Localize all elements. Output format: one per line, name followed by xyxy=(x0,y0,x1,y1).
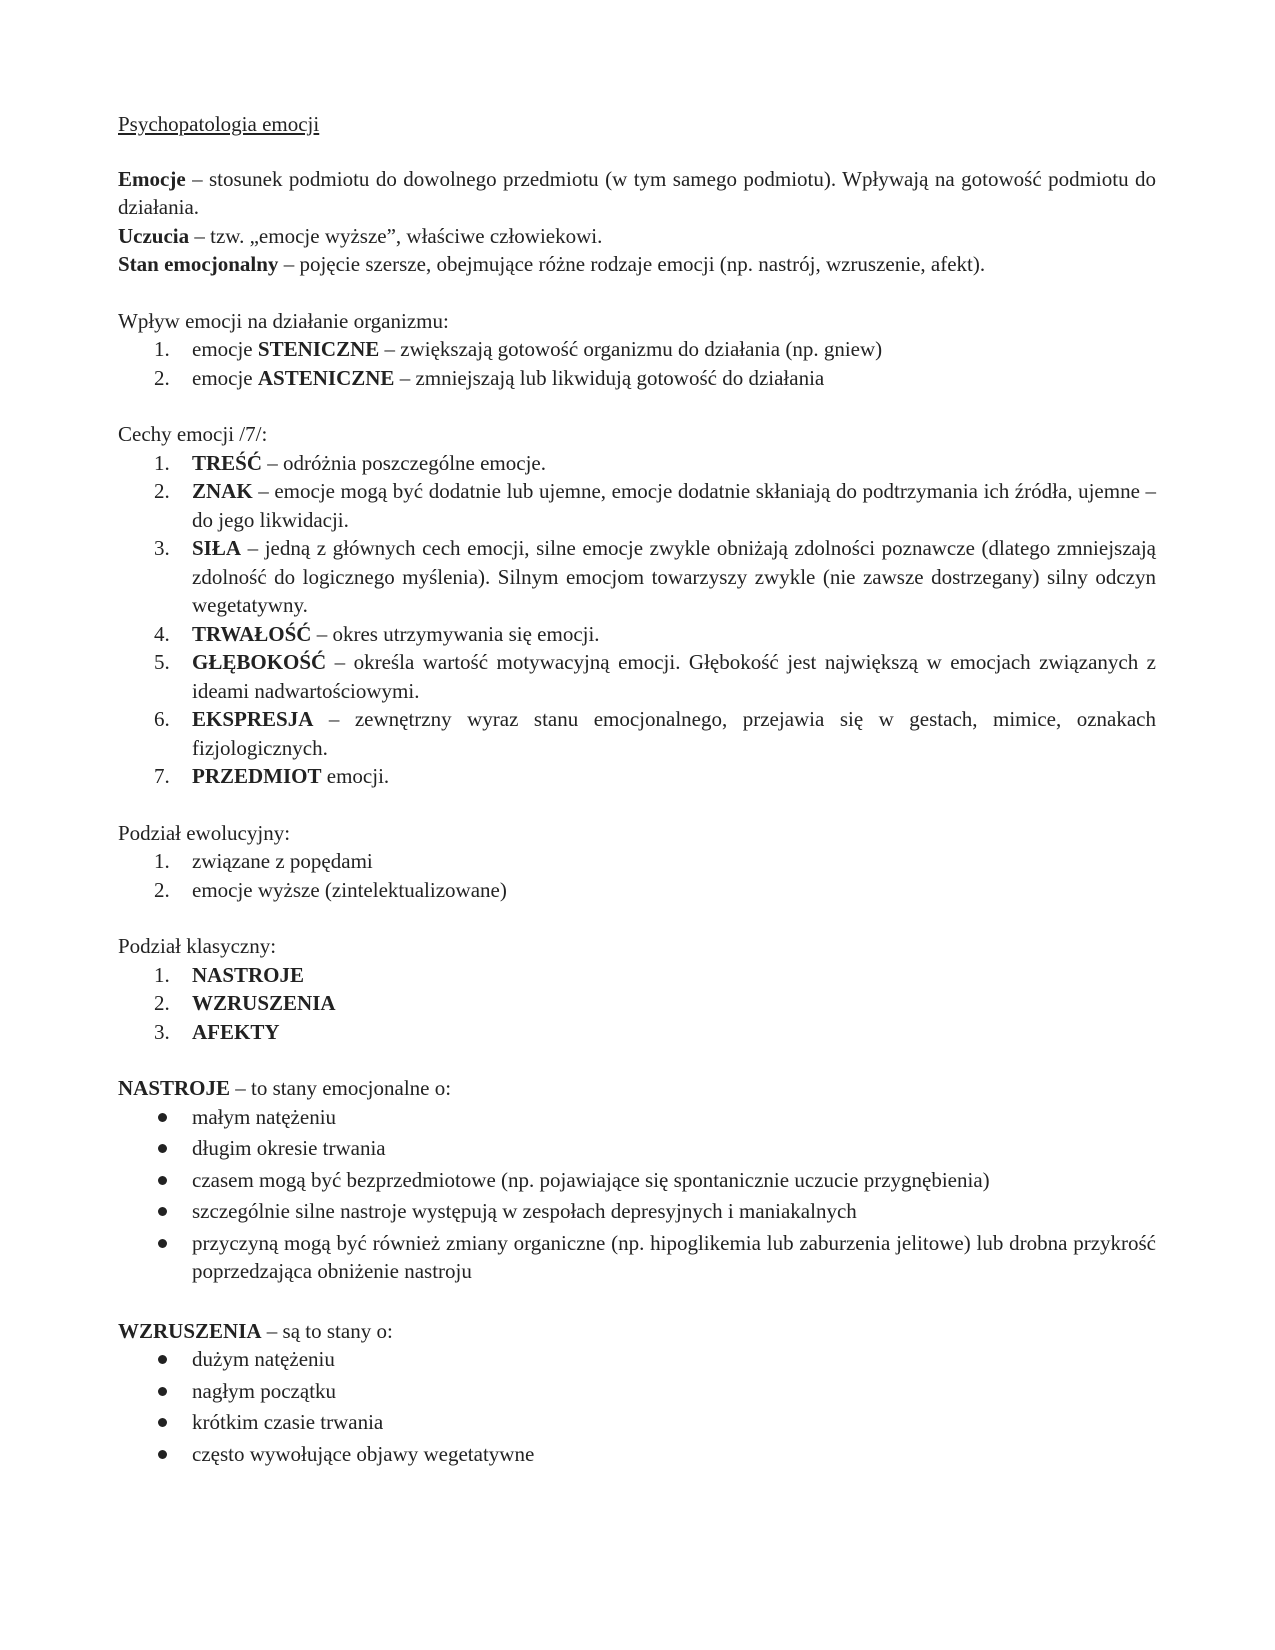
definition-stan xyxy=(118,250,1156,279)
list-item xyxy=(118,1229,1156,1286)
list-number: 2. xyxy=(154,365,170,390)
list-number: 6. xyxy=(154,707,170,731)
item-text: – zmniejszają lub likwidują gotowość do działania xyxy=(394,365,825,390)
emotions-heading xyxy=(118,1317,1156,1346)
list-item xyxy=(118,648,1156,705)
influence-list xyxy=(118,335,1156,392)
document-page xyxy=(118,110,1156,1471)
item-term: GŁĘBOKOŚĆ xyxy=(192,650,327,674)
item-term: WZRUSZENIA xyxy=(118,1318,262,1343)
list-number: 3. xyxy=(154,536,170,560)
item-text: długim okresie trwania xyxy=(192,1136,386,1160)
item-text: dużym natężeniu xyxy=(192,1347,335,1371)
item-text: związane z popędami xyxy=(192,849,373,873)
features-heading: Cechy emocji /7/: xyxy=(118,422,268,446)
definition-emocje xyxy=(118,165,1156,222)
list-number: 7. xyxy=(154,764,170,788)
item-text: emocje wyższe (zintelektualizowane) xyxy=(192,877,507,902)
list-number: 1. xyxy=(154,337,170,361)
list-number: 4. xyxy=(154,621,170,646)
definition-uczucia xyxy=(118,222,1156,251)
list-item xyxy=(118,847,1156,876)
list-item xyxy=(118,1134,1156,1163)
moods-list xyxy=(118,1103,1156,1286)
list-item xyxy=(118,1018,1156,1047)
list-item xyxy=(118,534,1156,620)
evolutionary-heading: Podział ewolucyjny: xyxy=(118,820,291,845)
item-term: STENICZNE xyxy=(257,337,380,361)
list-item xyxy=(118,1345,1156,1374)
item-term: TREŚĆ xyxy=(192,450,263,475)
item-text: – to stany emocjonalne o: xyxy=(230,1076,452,1100)
moods-heading xyxy=(118,1074,1156,1103)
bullet-icon xyxy=(158,1450,167,1459)
definition-text: – stosunek podmiotu do dowolnego przedmiotu (w tym samego podmiotu). Wpływają na gotowość podmiotu do działania. xyxy=(118,166,1156,219)
item-text: nagłym początku xyxy=(192,1378,337,1403)
item-prefix: emocje xyxy=(192,337,258,361)
bullet-icon xyxy=(158,1387,167,1396)
item-term: EKSPRESJA xyxy=(192,707,314,731)
list-item xyxy=(118,335,1156,364)
bullet-icon xyxy=(158,1176,167,1185)
item-term: SIŁA xyxy=(192,536,242,560)
item-text: często wywołujące objawy wegetatywne xyxy=(192,1441,535,1466)
list-item xyxy=(118,961,1156,990)
list-number: 3. xyxy=(154,1019,170,1044)
item-text: krótkim czasie trwania xyxy=(192,1410,384,1434)
term-uczucia: Uczucia xyxy=(118,223,190,248)
item-text: – okres utrzymywania się emocji. xyxy=(311,621,600,646)
list-item xyxy=(118,477,1156,534)
item-text: przyczyną mogą być również zmiany organiczne (np. hipoglikemia lub zaburzenia jelitowe) lub drobna przykrość poprzedzająca obniżenie nastroju xyxy=(192,1230,1156,1283)
bullet-icon xyxy=(158,1355,167,1364)
definition-text: – tzw. „emocje wyższe”, właściwe człowiekowi. xyxy=(189,223,603,248)
bullet-icon xyxy=(158,1418,167,1427)
item-term: NASTROJE xyxy=(192,962,305,987)
list-item xyxy=(118,1440,1156,1469)
item-text: – odróżnia poszczególne emocje. xyxy=(262,450,546,475)
features-list xyxy=(118,449,1156,791)
item-text: – zewnętrzny wyraz stanu emocjonalnego, przejawia się w gestach, mimice, oznakach fizjologicznych. xyxy=(192,707,1156,760)
item-text: – zwiększają gotowość organizmu do działania (np. gniew) xyxy=(379,337,883,361)
evolutionary-list xyxy=(118,847,1156,904)
list-item xyxy=(118,620,1156,649)
list-number: 2. xyxy=(154,991,170,1015)
list-number: 2. xyxy=(154,479,170,503)
list-item xyxy=(118,762,1156,791)
list-number: 1. xyxy=(154,450,170,475)
list-item xyxy=(118,449,1156,478)
classic-heading: Podział klasyczny: xyxy=(118,934,277,958)
list-number: 1. xyxy=(154,849,170,873)
bullet-icon xyxy=(158,1207,167,1216)
list-item xyxy=(118,1197,1156,1226)
item-term: NASTROJE xyxy=(118,1076,231,1100)
item-text: małym natężeniu xyxy=(192,1104,337,1129)
classic-list xyxy=(118,961,1156,1047)
item-text: emocji. xyxy=(321,764,390,788)
bullet-icon xyxy=(158,1144,167,1153)
item-term: TRWAŁOŚĆ xyxy=(192,621,312,646)
list-item xyxy=(118,1103,1156,1132)
item-text: – emocje mogą być dodatnie lub ujemne, emocje dodatnie skłaniają do podtrzymania ich źródła, ujemne – do jego likwidacji. xyxy=(192,479,1156,532)
item-term: AFEKTY xyxy=(192,1019,280,1044)
bullet-icon xyxy=(158,1239,167,1248)
list-item xyxy=(118,1408,1156,1437)
list-number: 5. xyxy=(154,650,170,674)
list-item xyxy=(118,1377,1156,1406)
item-term: ZNAK xyxy=(192,479,253,503)
definition-text: – pojęcie szersze, obejmujące różne rodzaje emocji (np. nastrój, wzruszenie, afekt). xyxy=(278,252,986,276)
item-term: WZRUSZENIA xyxy=(192,991,336,1015)
item-prefix: emocje xyxy=(192,365,258,390)
list-item xyxy=(118,989,1156,1018)
item-text: – są to stany o: xyxy=(261,1318,393,1343)
item-text: szczególnie silne nastroje występują w zespołach depresyjnych i maniakalnych xyxy=(192,1199,857,1223)
influence-heading: Wpływ emocji na działanie organizmu: xyxy=(118,308,449,333)
list-item xyxy=(118,705,1156,762)
list-number: 2. xyxy=(154,877,170,902)
item-term: ASTENICZNE xyxy=(257,365,395,390)
term-emocje: Emocje xyxy=(118,166,186,191)
document-title: Psychopatologia emocji xyxy=(118,112,320,136)
item-text: – określa wartość motywacyjną emocji. Głębokość jest największą w emocjach związanych z ideami nadwartościowymi. xyxy=(192,650,1156,703)
item-text: – jedną z głównych cech emocji, silne emocje zwykle obniżają zdolności poznawcze (dlatego zmniejszają zdolność do logicznego myślenia). Silnym emocjom towarzyszy zwykle (nie zawsze dostrzegany) silny odczyn wegetatywny. xyxy=(192,536,1156,617)
term-stan: Stan emocjonalny xyxy=(118,252,279,276)
list-item xyxy=(118,1166,1156,1195)
list-item xyxy=(118,876,1156,905)
item-term: PRZEDMIOT xyxy=(192,764,322,788)
item-text: czasem mogą być bezprzedmiotowe (np. pojawiające się spontanicznie uczucie przygnębienia) xyxy=(192,1167,990,1192)
bullet-icon xyxy=(158,1113,167,1122)
emotions-list xyxy=(118,1345,1156,1468)
list-number: 1. xyxy=(154,962,170,987)
list-item xyxy=(118,364,1156,393)
